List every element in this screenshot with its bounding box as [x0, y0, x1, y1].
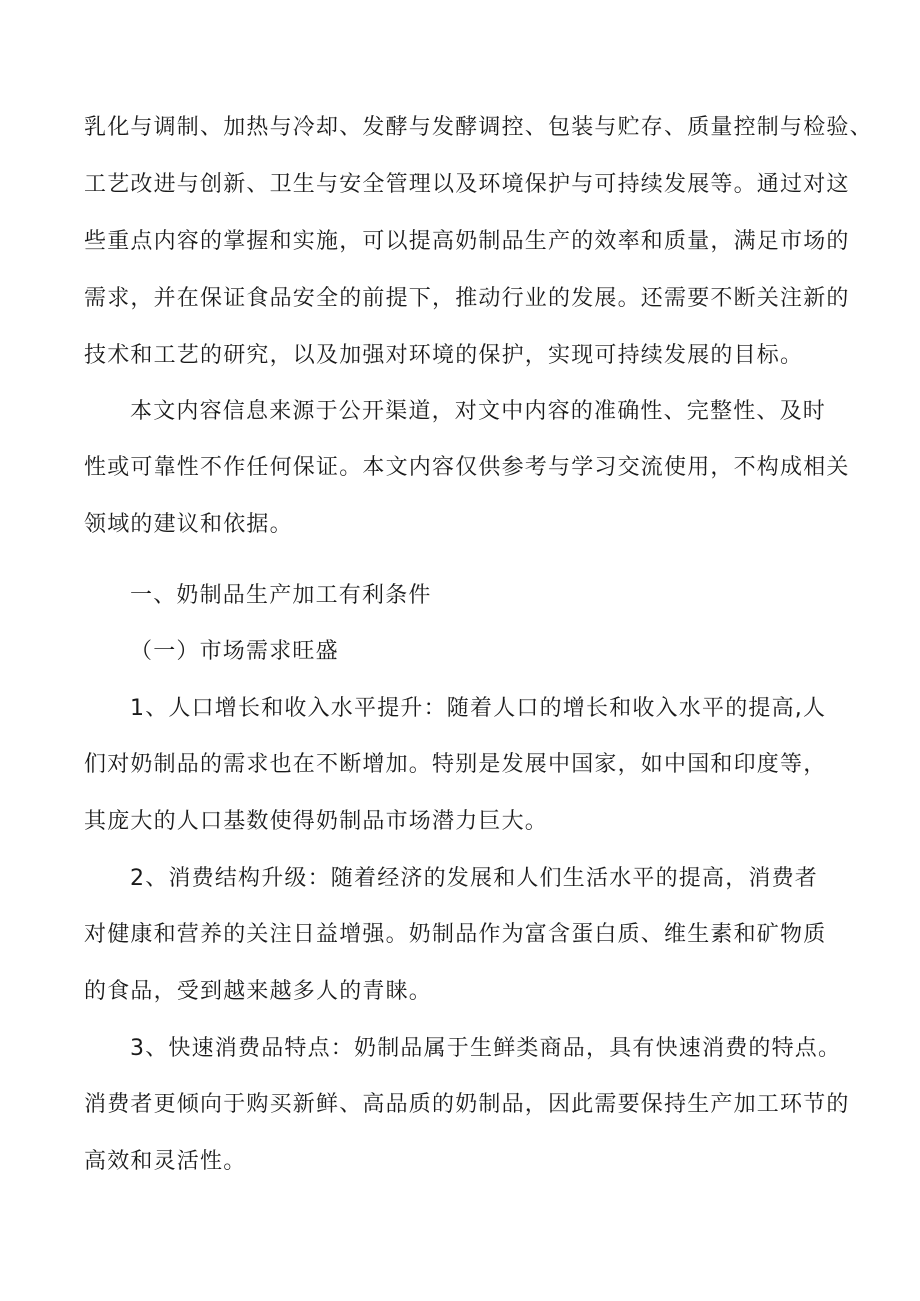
subsection-heading: （一）市场需求旺盛	[130, 639, 339, 664]
disclaimer-line-3: 领域的建议和依据。	[84, 512, 293, 537]
section-heading: 一、奶制品生产加工有利条件	[130, 583, 432, 608]
intro-line-1: 乳化与调制、加热与冷却、发酵与发酵调控、包装与贮存、质量控制与检验、	[84, 115, 873, 140]
disclaimer-line-1: 本文内容信息来源于公开渠道，对文中内容的准确性、完整性、及时	[130, 399, 827, 424]
intro-line-4: 需求，并在保证食品安全的前提下，推动行业的发展。还需要不断关注新的	[84, 286, 850, 311]
point-3-line-2: 消费者更倾向于购买新鲜、高品质的奶制品，因此需要保持生产加工环节的	[84, 1092, 850, 1117]
point-3-line-1: 3、快速消费品特点：奶制品属于生鲜类商品，具有快速消费的特点。	[130, 1036, 842, 1061]
point-3-line-3: 高效和灵活性。	[84, 1149, 247, 1174]
point-1-line-1: 1、人口增长和收入水平提升：随着人口的增长和收入水平的提高,人	[130, 696, 827, 721]
point-2-line-1: 2、消费结构升级：随着经济的发展和人们生活水平的提高，消费者	[130, 866, 818, 891]
intro-line-3: 些重点内容的掌握和实施，可以提高奶制品生产的效率和质量，满足市场的	[84, 229, 850, 254]
point-2-line-2: 对健康和营养的关注日益增强。奶制品作为富含蛋白质、维生素和矿物质	[84, 922, 827, 947]
intro-line-2: 工艺改进与创新、卫生与安全管理以及环境保护与可持续发展等。通过对这	[84, 172, 850, 197]
point-1-line-3: 其庞大的人口基数使得奶制品市场潜力巨大。	[84, 809, 549, 834]
disclaimer-line-2: 性或可靠性不作任何保证。本文内容仅供参考与学习交流使用，不构成相关	[84, 455, 850, 480]
point-2-line-3: 的食品，受到越来越多人的青睐。	[84, 979, 433, 1004]
point-1-line-2: 们对奶制品的需求也在不断增加。特别是发展中国家，如中国和印度等，	[84, 752, 827, 777]
intro-line-5: 技术和工艺的研究，以及加强对环境的保护，实现可持续发展的目标。	[84, 343, 804, 368]
